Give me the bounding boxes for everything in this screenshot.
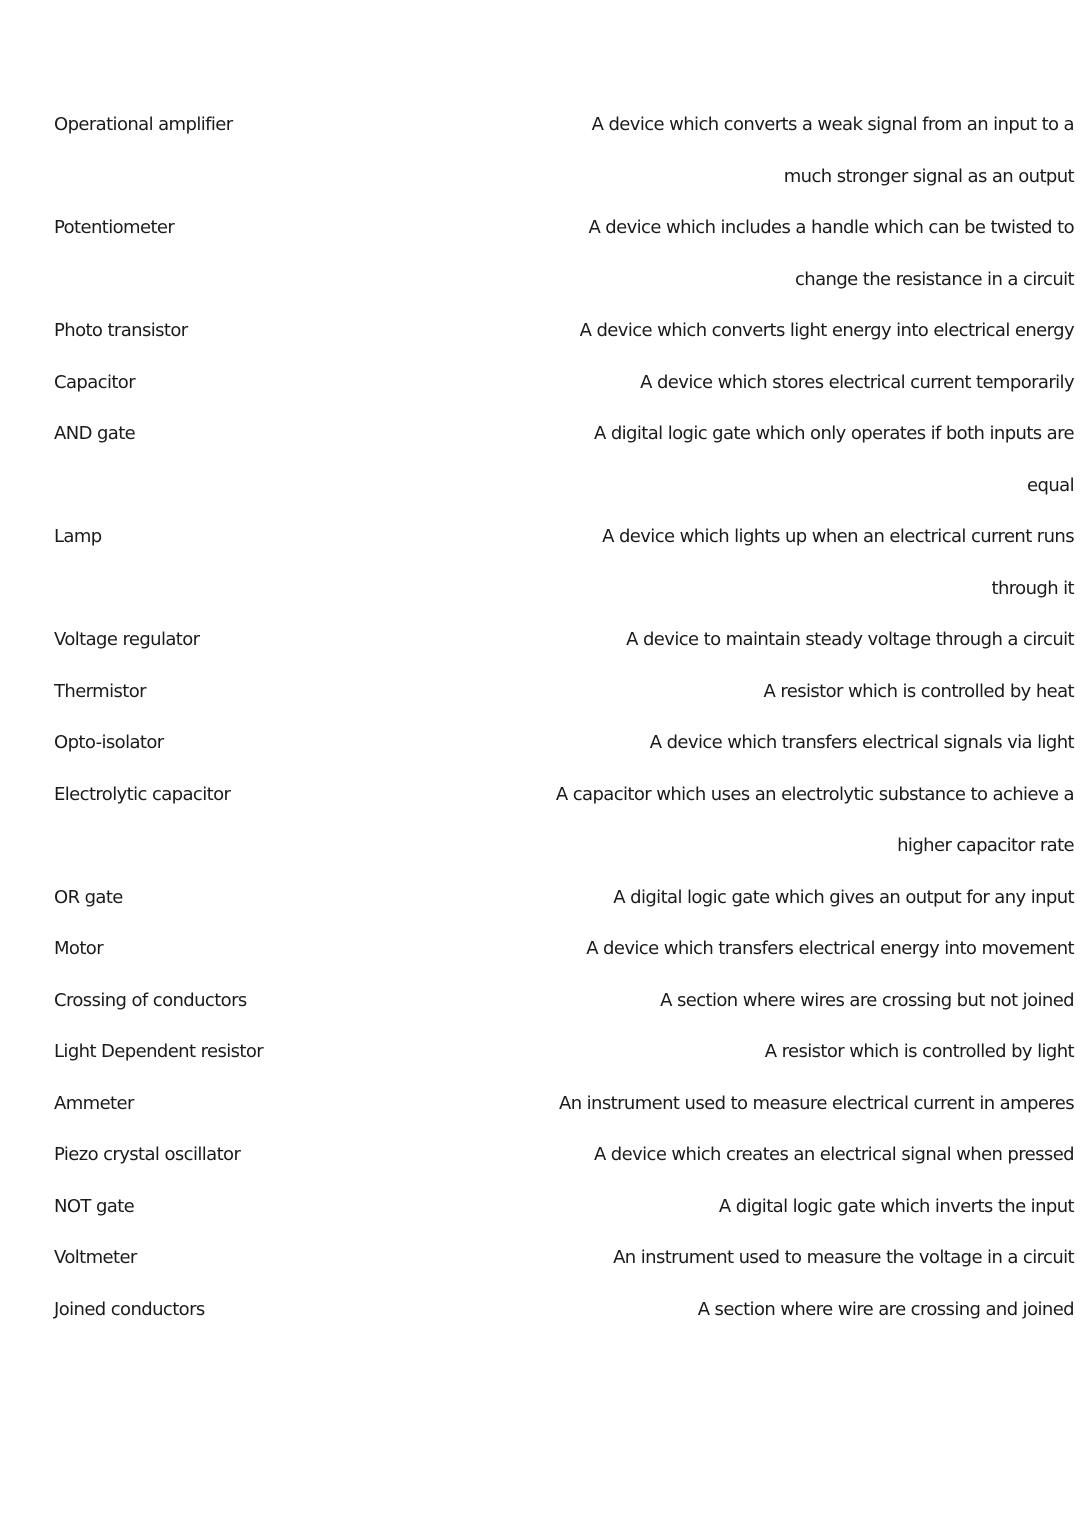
definition-line: A device which lights up when an electrical current runs (602, 526, 1074, 547)
definition-text (484, 1284, 1074, 1336)
definition-line: A device which transfers electrical energy into movement (586, 938, 1074, 959)
glossary-row (54, 614, 1074, 666)
definition-line: A resistor which is controlled by heat (763, 680, 1074, 702)
definition-text (484, 1232, 1074, 1284)
glossary-row (54, 511, 1074, 614)
definition-line: through it (991, 577, 1074, 599)
glossary-row (54, 1129, 1074, 1181)
term-label: AND gate (54, 423, 136, 444)
definition-line: A digital logic gate which gives an output for any input (613, 886, 1074, 908)
term-label: NOT gate (54, 1195, 135, 1217)
glossary-row (54, 769, 1074, 872)
term-label: Light Dependent resistor (54, 1041, 264, 1062)
definition-line: A device which includes a handle which can be twisted to (588, 217, 1074, 238)
term-label: Voltmeter (54, 1247, 137, 1268)
term-label: Crossing of conductors (54, 989, 247, 1011)
definition-line: A digital logic gate which inverts the input (718, 1195, 1074, 1217)
term-label: Piezo crystal oscillator (54, 1144, 241, 1165)
definition-line: An instrument used to measure the voltage in a circuit (613, 1247, 1074, 1268)
definition-text (484, 511, 1074, 614)
definition-text (484, 202, 1074, 305)
glossary-row (54, 975, 1074, 1027)
glossary-row (54, 923, 1074, 975)
definition-line: A digital logic gate which only operates if both inputs are (594, 423, 1074, 444)
definition-text (484, 614, 1074, 666)
definition-line: equal (1027, 474, 1074, 496)
definition-text (484, 1026, 1074, 1078)
term-label: OR gate (54, 886, 123, 908)
term-label: Capacitor (54, 371, 136, 393)
definition-line: A section where wire are crossing and joined (697, 1298, 1074, 1320)
definition-text (484, 99, 1074, 202)
glossary-row (54, 872, 1074, 924)
glossary-row (54, 1026, 1074, 1078)
definition-line: higher capacitor rate (897, 835, 1074, 856)
term-label: Photo transistor (54, 320, 188, 341)
glossary-row (54, 666, 1074, 718)
definition-line: A device which transfers electrical signals via light (649, 732, 1074, 753)
term-label: Motor (54, 938, 104, 959)
glossary-row (54, 305, 1074, 357)
glossary-row (54, 717, 1074, 769)
glossary-row (54, 408, 1074, 511)
definition-text (484, 1181, 1074, 1233)
definition-line: A section where wires are crossing but not joined (660, 989, 1074, 1011)
definition-line: A device which creates an electrical signal when pressed (593, 1144, 1074, 1165)
term-label: Potentiometer (54, 217, 175, 238)
glossary-row (54, 1284, 1074, 1336)
definition-line: An instrument used to measure electrical current in amperes (559, 1092, 1074, 1114)
term-label: Lamp (54, 526, 102, 547)
glossary-row (54, 202, 1074, 305)
definition-text (484, 975, 1074, 1027)
definition-line: A device which stores electrical current temporarily (640, 371, 1074, 393)
term-label: Electrolytic capacitor (54, 783, 231, 805)
term-label: Joined conductors (54, 1298, 205, 1320)
definition-line: A device which converts a weak signal from an input to a (591, 114, 1074, 135)
definition-text (484, 923, 1074, 975)
definition-text (484, 769, 1074, 872)
glossary-row (54, 357, 1074, 409)
glossary-row (54, 99, 1074, 202)
glossary-row (54, 1078, 1074, 1130)
definition-text (484, 717, 1074, 769)
definition-line: A resistor which is controlled by light (764, 1041, 1074, 1062)
definition-text (484, 666, 1074, 718)
term-label: Thermistor (54, 680, 146, 702)
glossary-row (54, 1232, 1074, 1284)
glossary-row (54, 1181, 1074, 1233)
definition-text (484, 305, 1074, 357)
term-label: Operational amplifier (54, 114, 233, 135)
term-label: Voltage regulator (54, 629, 200, 650)
definition-line: A capacitor which uses an electrolytic substance to achieve a (555, 783, 1074, 805)
definition-text (484, 1129, 1074, 1181)
term-label: Opto-isolator (54, 732, 164, 753)
definition-text (484, 357, 1074, 409)
definition-line: much stronger signal as an output (783, 165, 1074, 187)
definition-line: A device which converts light energy into electrical energy (579, 320, 1074, 341)
glossary-list (54, 99, 1074, 1335)
definition-line: A device to maintain steady voltage through a circuit (626, 629, 1074, 650)
term-label: Ammeter (54, 1092, 134, 1114)
definition-line: change the resistance in a circuit (795, 268, 1074, 290)
definition-text (484, 408, 1074, 511)
definition-text (484, 872, 1074, 924)
definition-text (484, 1078, 1074, 1130)
